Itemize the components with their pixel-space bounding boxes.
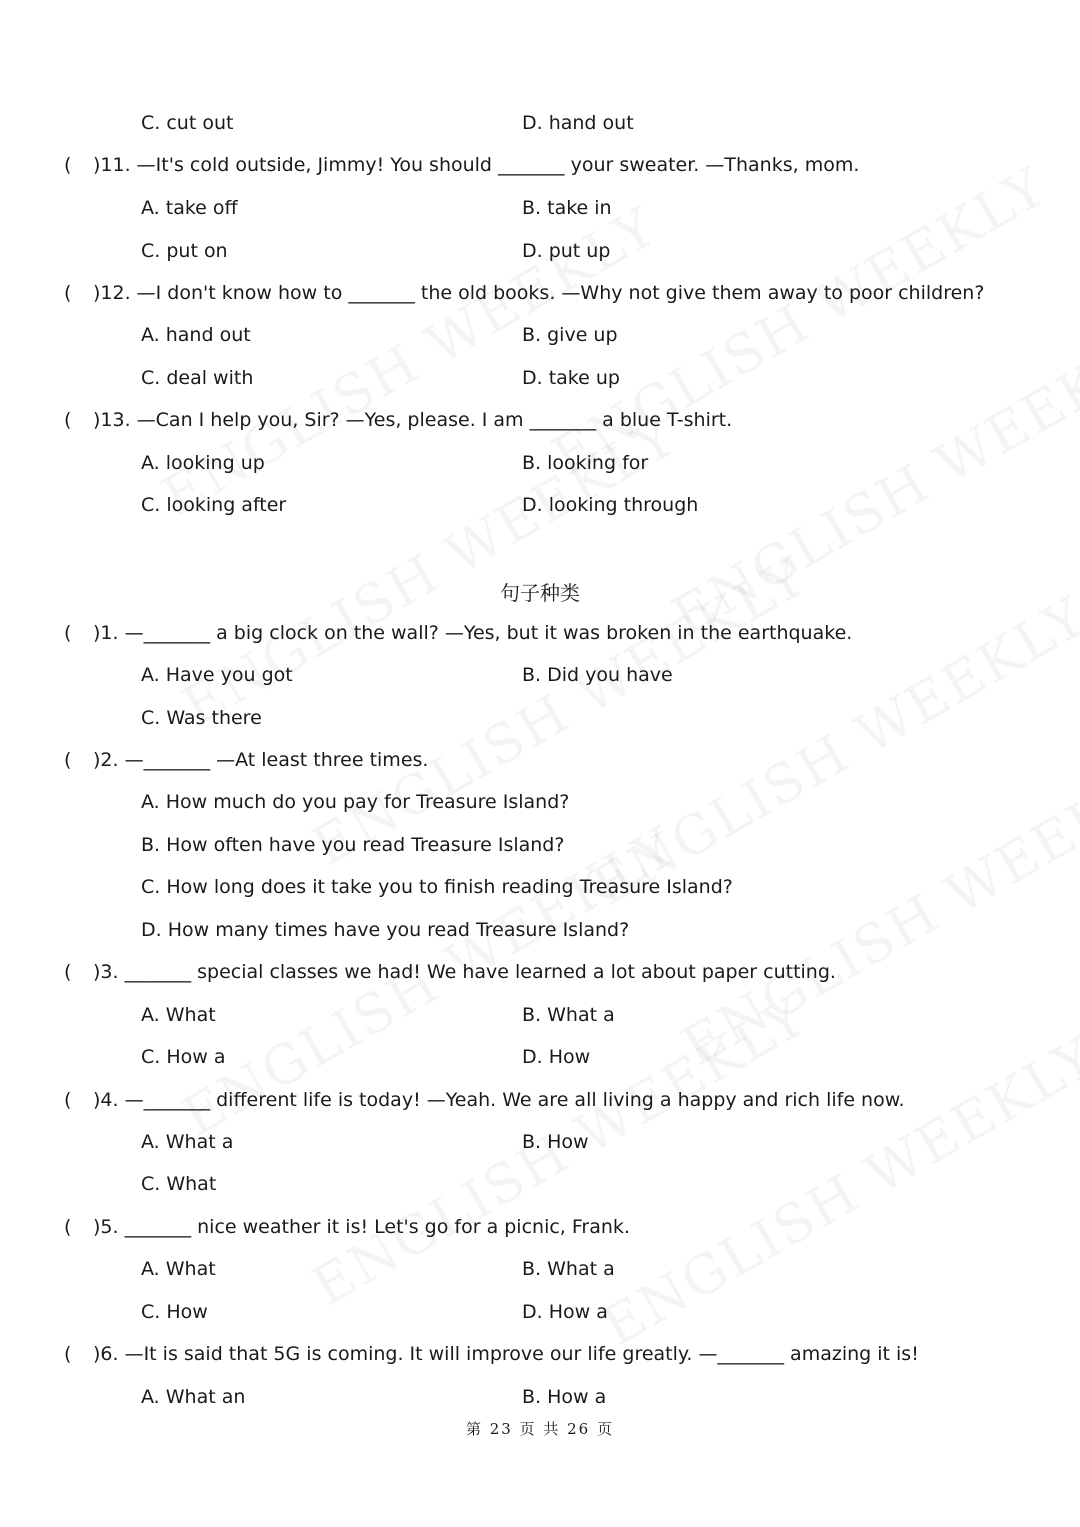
option-c: C. How long does it take you to finish reading Treasure Island? bbox=[141, 876, 733, 898]
option-a: A. Have you got bbox=[141, 664, 293, 686]
answer-bracket: ( bbox=[64, 154, 72, 176]
option-b: B. take in bbox=[522, 197, 612, 219]
section-title: 句子种类 bbox=[500, 581, 580, 605]
option-c: C. looking after bbox=[141, 494, 287, 516]
question-text: )11. —It's cold outside, Jimmy! You should _______ your sweater. —Thanks, mom. bbox=[93, 154, 860, 176]
option-c: C. put on bbox=[141, 240, 228, 262]
question-text: )12. —I don't know how to _______ the old books. —Why not give them away to poor children? bbox=[93, 282, 985, 304]
answer-bracket: ( bbox=[64, 749, 72, 771]
option-a: A. How much do you pay for Treasure Island? bbox=[141, 791, 570, 813]
option-c: C. cut out bbox=[141, 112, 234, 134]
option-b: B. give up bbox=[522, 324, 618, 346]
option-a: A. looking up bbox=[141, 452, 265, 474]
option-a: A. What an bbox=[141, 1386, 246, 1408]
question-text: )5. _______ nice weather it is! Let's go for a picnic, Frank. bbox=[93, 1216, 630, 1238]
option-d: D. How a bbox=[522, 1301, 608, 1323]
answer-bracket: ( bbox=[64, 961, 72, 983]
option-d: D. put up bbox=[522, 240, 611, 262]
option-d: D. take up bbox=[522, 367, 620, 389]
answer-bracket: ( bbox=[64, 282, 72, 304]
watermark bbox=[592, 1024, 1080, 1358]
option-b: B. How bbox=[522, 1131, 589, 1153]
option-c: C. Was there bbox=[141, 707, 262, 729]
option-b: B. How often have you read Treasure Island? bbox=[141, 834, 565, 856]
option-d: D. looking through bbox=[522, 494, 699, 516]
watermark bbox=[542, 154, 1058, 488]
option-d: D. How many times have you read Treasure Island? bbox=[141, 919, 630, 941]
option-b: B. What a bbox=[522, 1004, 615, 1026]
option-c: C. How a bbox=[141, 1046, 226, 1068]
page-number-footer: 第 23 页 共 26 页 bbox=[465, 1420, 614, 1438]
answer-bracket: ( bbox=[64, 622, 72, 644]
option-a: A. What bbox=[141, 1258, 216, 1280]
option-a: A. What bbox=[141, 1004, 216, 1026]
answer-bracket: ( bbox=[64, 1343, 72, 1365]
option-b: B. How a bbox=[522, 1386, 607, 1408]
question-text: )3. _______ special classes we had! We have learned a lot about paper cutting. bbox=[93, 961, 836, 983]
question-text: )6. —It is said that 5G is coming. It will improve our life greatly. —_______ amazing it is! bbox=[93, 1343, 919, 1365]
answer-bracket: ( bbox=[64, 1089, 72, 1111]
question-text: )1. —_______ a big clock on the wall? —Yes, but it was broken in the earthquake. bbox=[93, 622, 853, 644]
option-b: B. What a bbox=[522, 1258, 615, 1280]
option-d: D. How bbox=[522, 1046, 591, 1068]
option-b: B. looking for bbox=[522, 452, 649, 474]
question-text: )4. —_______ different life is today! —Yeah. We are all living a happy and rich life now. bbox=[93, 1089, 905, 1111]
option-a: A. take off bbox=[141, 197, 238, 219]
option-c: C. deal with bbox=[141, 367, 254, 389]
option-a: A. hand out bbox=[141, 324, 251, 346]
answer-bracket: ( bbox=[64, 409, 72, 431]
question-text: )13. —Can I help you, Sir? —Yes, please. I am _______ a blue T-shirt. bbox=[93, 409, 733, 431]
watermark bbox=[672, 744, 1080, 1078]
answer-bracket: ( bbox=[64, 1216, 72, 1238]
option-a: A. What a bbox=[141, 1131, 234, 1153]
option-c: C. How bbox=[141, 1301, 208, 1323]
option-d: D. hand out bbox=[522, 112, 634, 134]
question-text: )2. —_______ —At least three times. bbox=[93, 749, 429, 771]
option-c: C. What bbox=[141, 1173, 217, 1195]
option-b: B. Did you have bbox=[522, 664, 673, 686]
